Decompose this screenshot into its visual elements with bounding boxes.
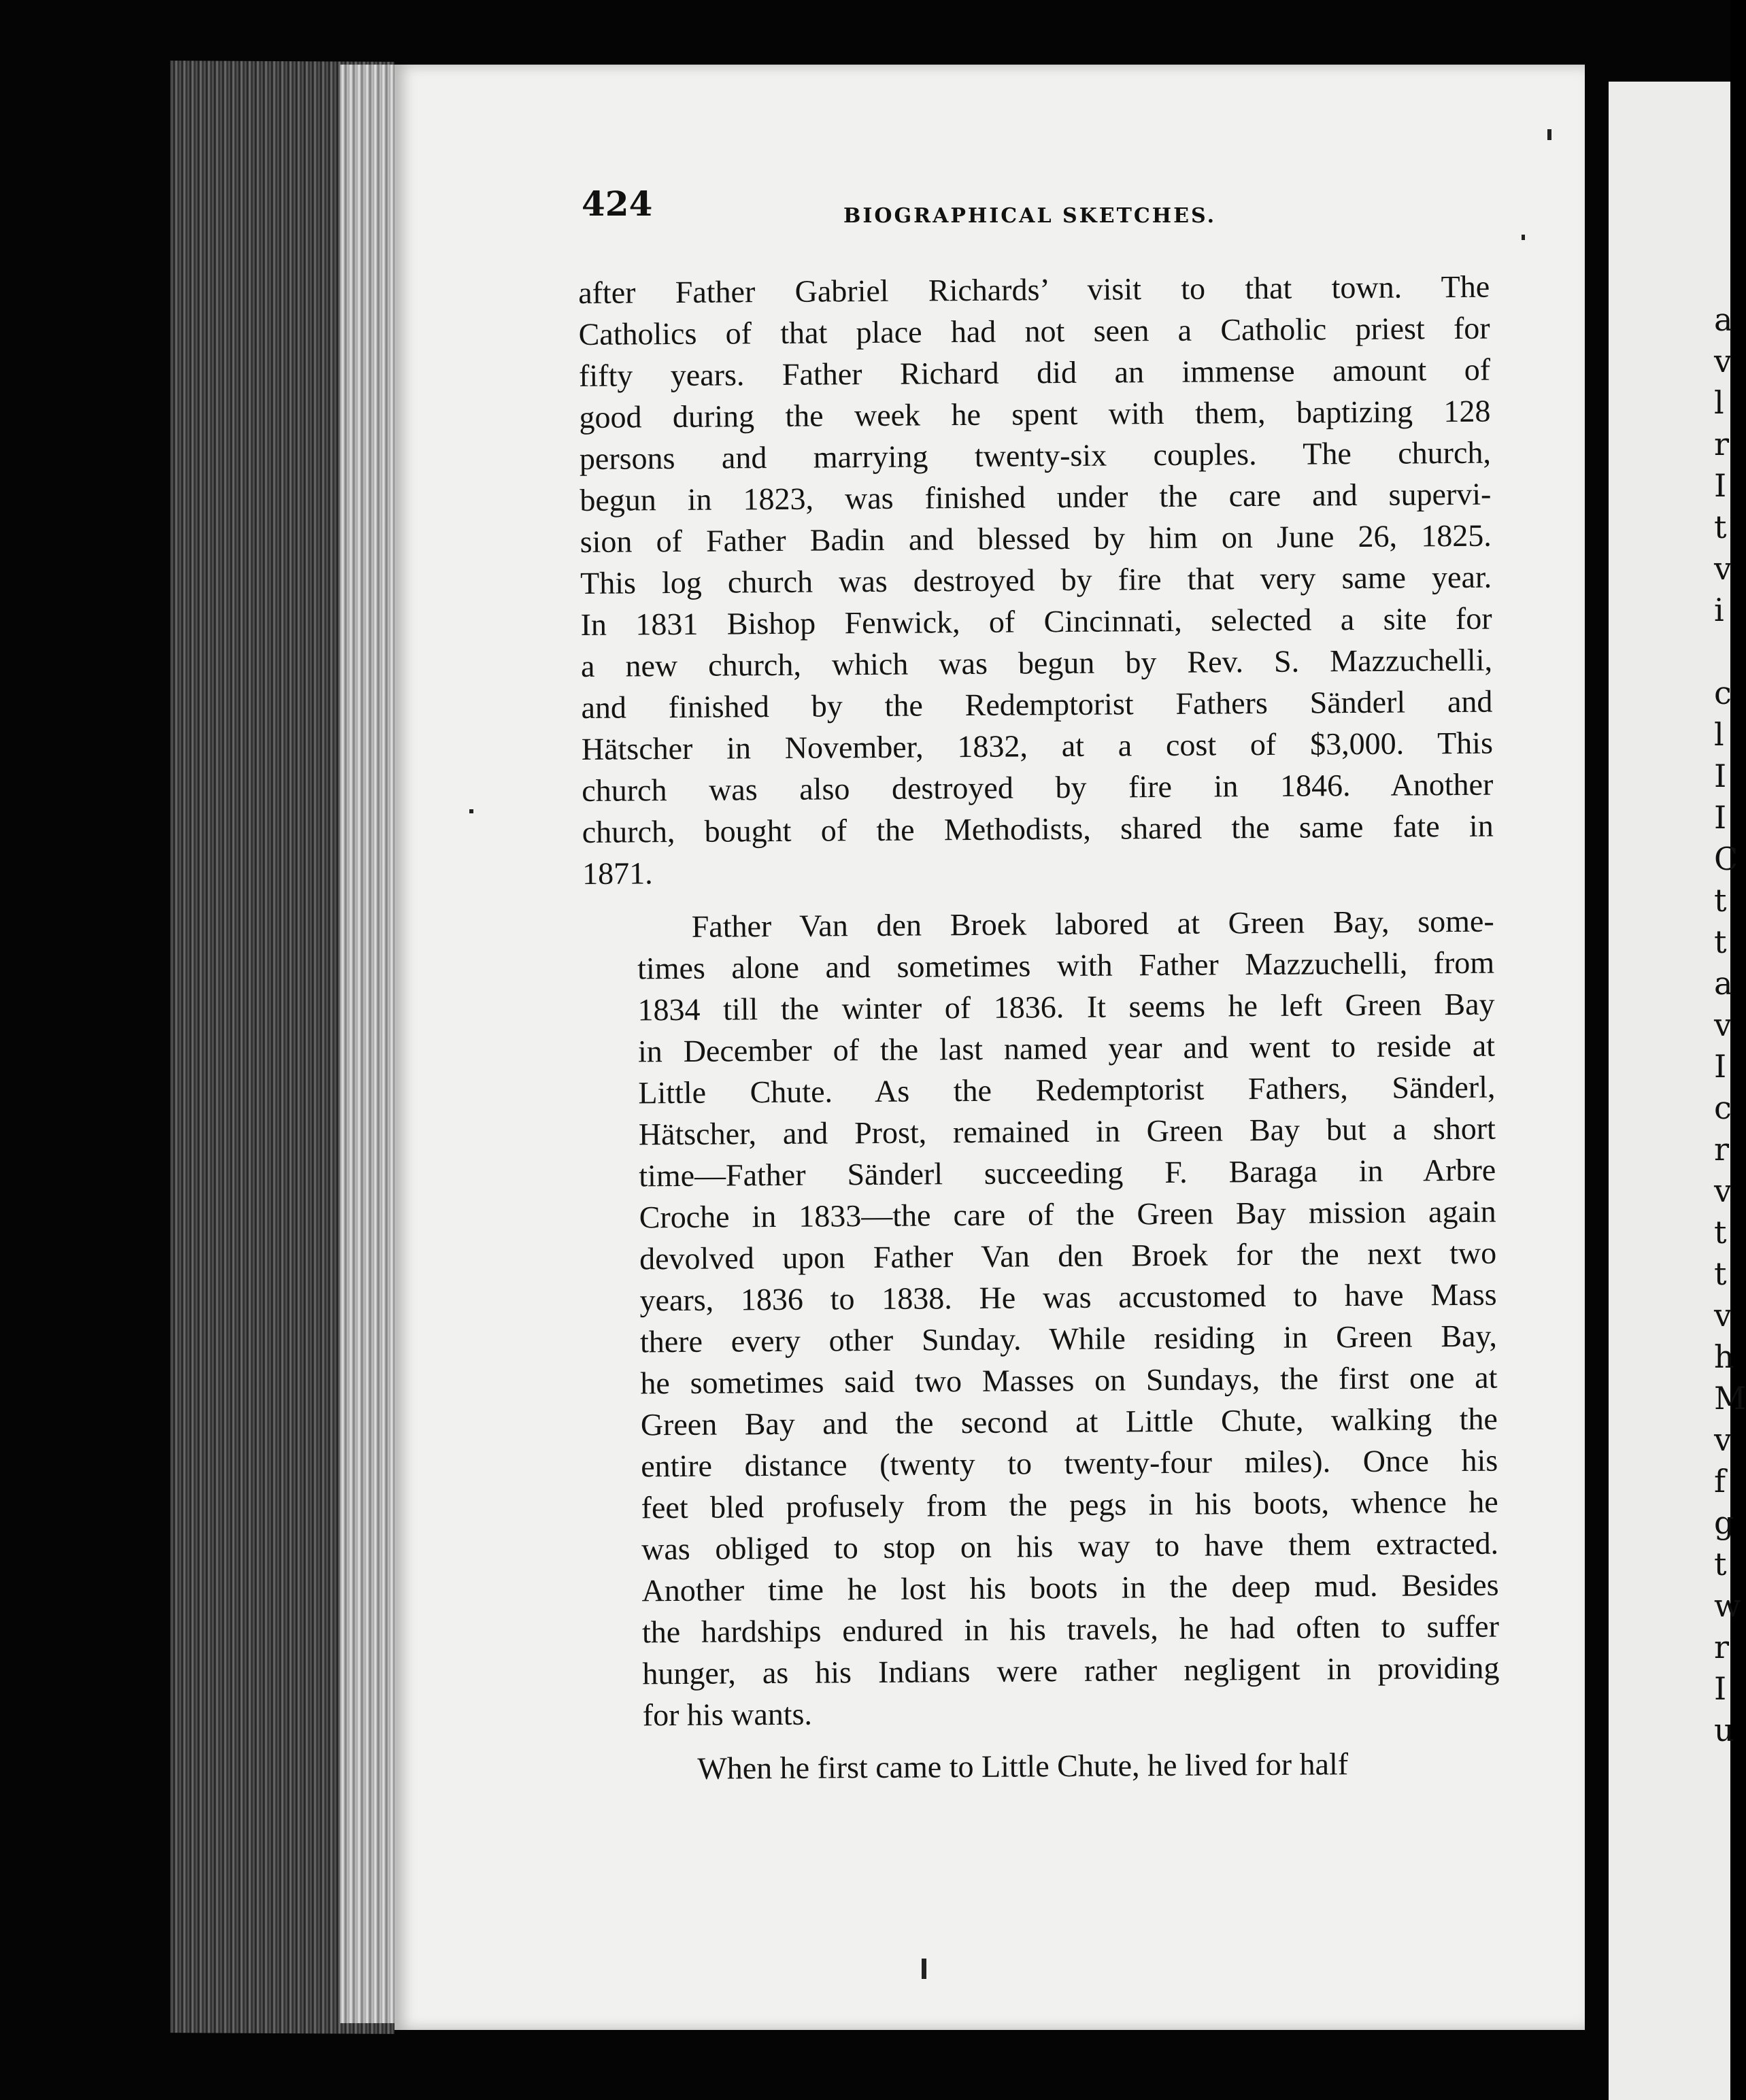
- text-line: fifty years. Father Richard did an immense amount of: [578, 352, 1491, 393]
- text-line: Hätscher, and Prost, remained in Green Bay but a short: [638, 1111, 1496, 1152]
- text-line: after Father Gabriel Richards’ visit to that town. The: [578, 269, 1490, 310]
- text-line: times alone and sometimes with Father Mazzuchelli, from: [637, 945, 1495, 986]
- text-line: hunger, as his Indians were rather negligent in providing: [642, 1650, 1500, 1691]
- facing-page-letter: I: [1714, 1048, 1727, 1085]
- facing-page-letter: M: [1714, 1380, 1746, 1417]
- facing-page-letter: h: [1714, 1338, 1734, 1375]
- facing-page-letter: t: [1714, 1546, 1727, 1582]
- text-line: a new church, which was begun by Rev. S. Mazzuchelli,: [580, 642, 1493, 683]
- text-line: sion of Father Badin and blessed by him on June 26, 1825.: [580, 518, 1492, 559]
- facing-page-letter: v: [1714, 1006, 1732, 1043]
- text-line: 1871.: [582, 856, 653, 891]
- facing-page-letter: [1714, 631, 1746, 673]
- facing-page-letter: f: [1714, 1463, 1726, 1500]
- facing-page-letter: t: [1714, 1214, 1727, 1251]
- facing-page-letter: c: [1714, 1089, 1732, 1126]
- facing-page-letter: I: [1714, 1670, 1727, 1707]
- text-line: Little Chute. As the Redemptorist Fathers, Sänderl,: [638, 1069, 1496, 1111]
- facing-page-letters: [1714, 299, 1746, 1751]
- facing-page-letter: v: [1714, 1297, 1732, 1334]
- text-line: Croche in 1833—the care of the Green Bay mission again: [639, 1193, 1496, 1235]
- text-line: church, bought of the Methodists, shared the same fate in: [582, 808, 1494, 849]
- facing-page-letter: I: [1714, 758, 1727, 794]
- text-line: years, 1836 to 1838. He was accustomed to have Mass: [639, 1276, 1497, 1318]
- facing-page-letter: w: [1714, 1587, 1741, 1624]
- text-line: When he first came to Little Chute, he lived for half: [697, 1746, 1349, 1786]
- text-line: feet bled profusely from the pegs in his boots, whence he: [641, 1484, 1498, 1525]
- text-line: persons and marrying twenty-six couples. The church,: [579, 435, 1492, 476]
- text-line: Father Van den Broek labored at Green Bay, some-: [691, 903, 1494, 944]
- facing-page-letter: l: [1714, 716, 1724, 753]
- text-line: there every other Sunday. While residing in Green Bay,: [639, 1318, 1498, 1359]
- facing-page-letter: v: [1714, 1172, 1732, 1209]
- paragraph: [583, 900, 1500, 1736]
- scan-speck: [469, 809, 473, 813]
- facing-page-letter: g: [1714, 1504, 1734, 1541]
- text-line: Catholics of that place had not seen a Catholic priest for: [578, 310, 1490, 352]
- facing-page-letter: l: [1714, 384, 1724, 421]
- text-line: good during the week he spent with them, baptizing 128: [579, 393, 1491, 435]
- facing-page-letter: t: [1714, 509, 1727, 545]
- facing-page-letter: i: [1714, 592, 1724, 628]
- facing-page-letter: C: [1714, 841, 1739, 877]
- text-line: Hätscher in November, 1832, at a cost of $3,000. This: [581, 725, 1494, 766]
- text-line: devolved upon Father Van den Broek for the next two: [639, 1235, 1497, 1276]
- text-line: This log church was destroyed by fire that very same year.: [580, 559, 1492, 600]
- text-line: church was also destroyed by fire in 1846. Another: [582, 766, 1494, 808]
- facing-page-letter: a: [1714, 965, 1733, 1002]
- scan-speck: [922, 1959, 926, 1979]
- facing-page-letter: u: [1714, 1712, 1734, 1748]
- facing-page-letter: t: [1714, 882, 1727, 919]
- page-number: 424: [582, 184, 653, 224]
- facing-page-letter: r: [1714, 1131, 1729, 1168]
- text-line: Green Bay and the second at Little Chute, walking the: [640, 1401, 1498, 1442]
- facing-page-letter: I: [1714, 467, 1727, 504]
- facing-page-letter: t: [1714, 1255, 1727, 1292]
- scan-speck: [1522, 235, 1525, 240]
- paragraph: [578, 266, 1494, 894]
- facing-page-letter: r: [1714, 426, 1729, 462]
- page-header: [582, 184, 1520, 238]
- facing-page-letter: t: [1714, 924, 1727, 960]
- text-line: he sometimes said two Masses on Sundays, the first one at: [640, 1359, 1498, 1401]
- facing-page-letter: c: [1714, 675, 1732, 711]
- scan-speck: [1547, 129, 1551, 140]
- text-line: time—Father Sänderl succeeding F. Baraga in Arbre: [639, 1152, 1496, 1193]
- facing-page-letter: v: [1714, 343, 1732, 379]
- text-line: Another time he lost his boots in the deep mud. Besides: [641, 1567, 1499, 1608]
- text-line: for his wants.: [642, 1696, 813, 1733]
- text-line: entire distance (twenty to twenty-four miles). Once his: [641, 1442, 1498, 1484]
- facing-page-letter: r: [1714, 1629, 1729, 1665]
- facing-page-letter: v: [1714, 550, 1732, 587]
- facing-page-letter: a: [1714, 301, 1733, 338]
- book-page-edges-highlight: [340, 65, 394, 2023]
- body-text: [578, 266, 1500, 1790]
- text-line: the hardships endured in his travels, he had often to suffer: [641, 1608, 1500, 1650]
- facing-page-strip: [1609, 82, 1730, 2100]
- paragraph: [588, 1742, 1500, 1790]
- text-line: 1834 till the winter of 1836. It seems he left Green Bay: [637, 986, 1495, 1028]
- text-line: in December of the last named year and went to reside at: [637, 1028, 1496, 1069]
- facing-page-letter: v: [1714, 1421, 1732, 1458]
- running-head: BIOGRAPHICAL SKETCHES.: [843, 204, 1217, 228]
- text-line: begun in 1823, was finished under the care and supervi-: [580, 476, 1492, 518]
- facing-page-letter: I: [1714, 799, 1727, 836]
- text-line: and finished by the Redemptorist Fathers Sänderl and: [581, 683, 1493, 725]
- text-line: was obliged to stop on his way to have them extracted.: [641, 1525, 1499, 1567]
- text-line: In 1831 Bishop Fenwick, of Cincinnati, selected a site for: [580, 600, 1492, 642]
